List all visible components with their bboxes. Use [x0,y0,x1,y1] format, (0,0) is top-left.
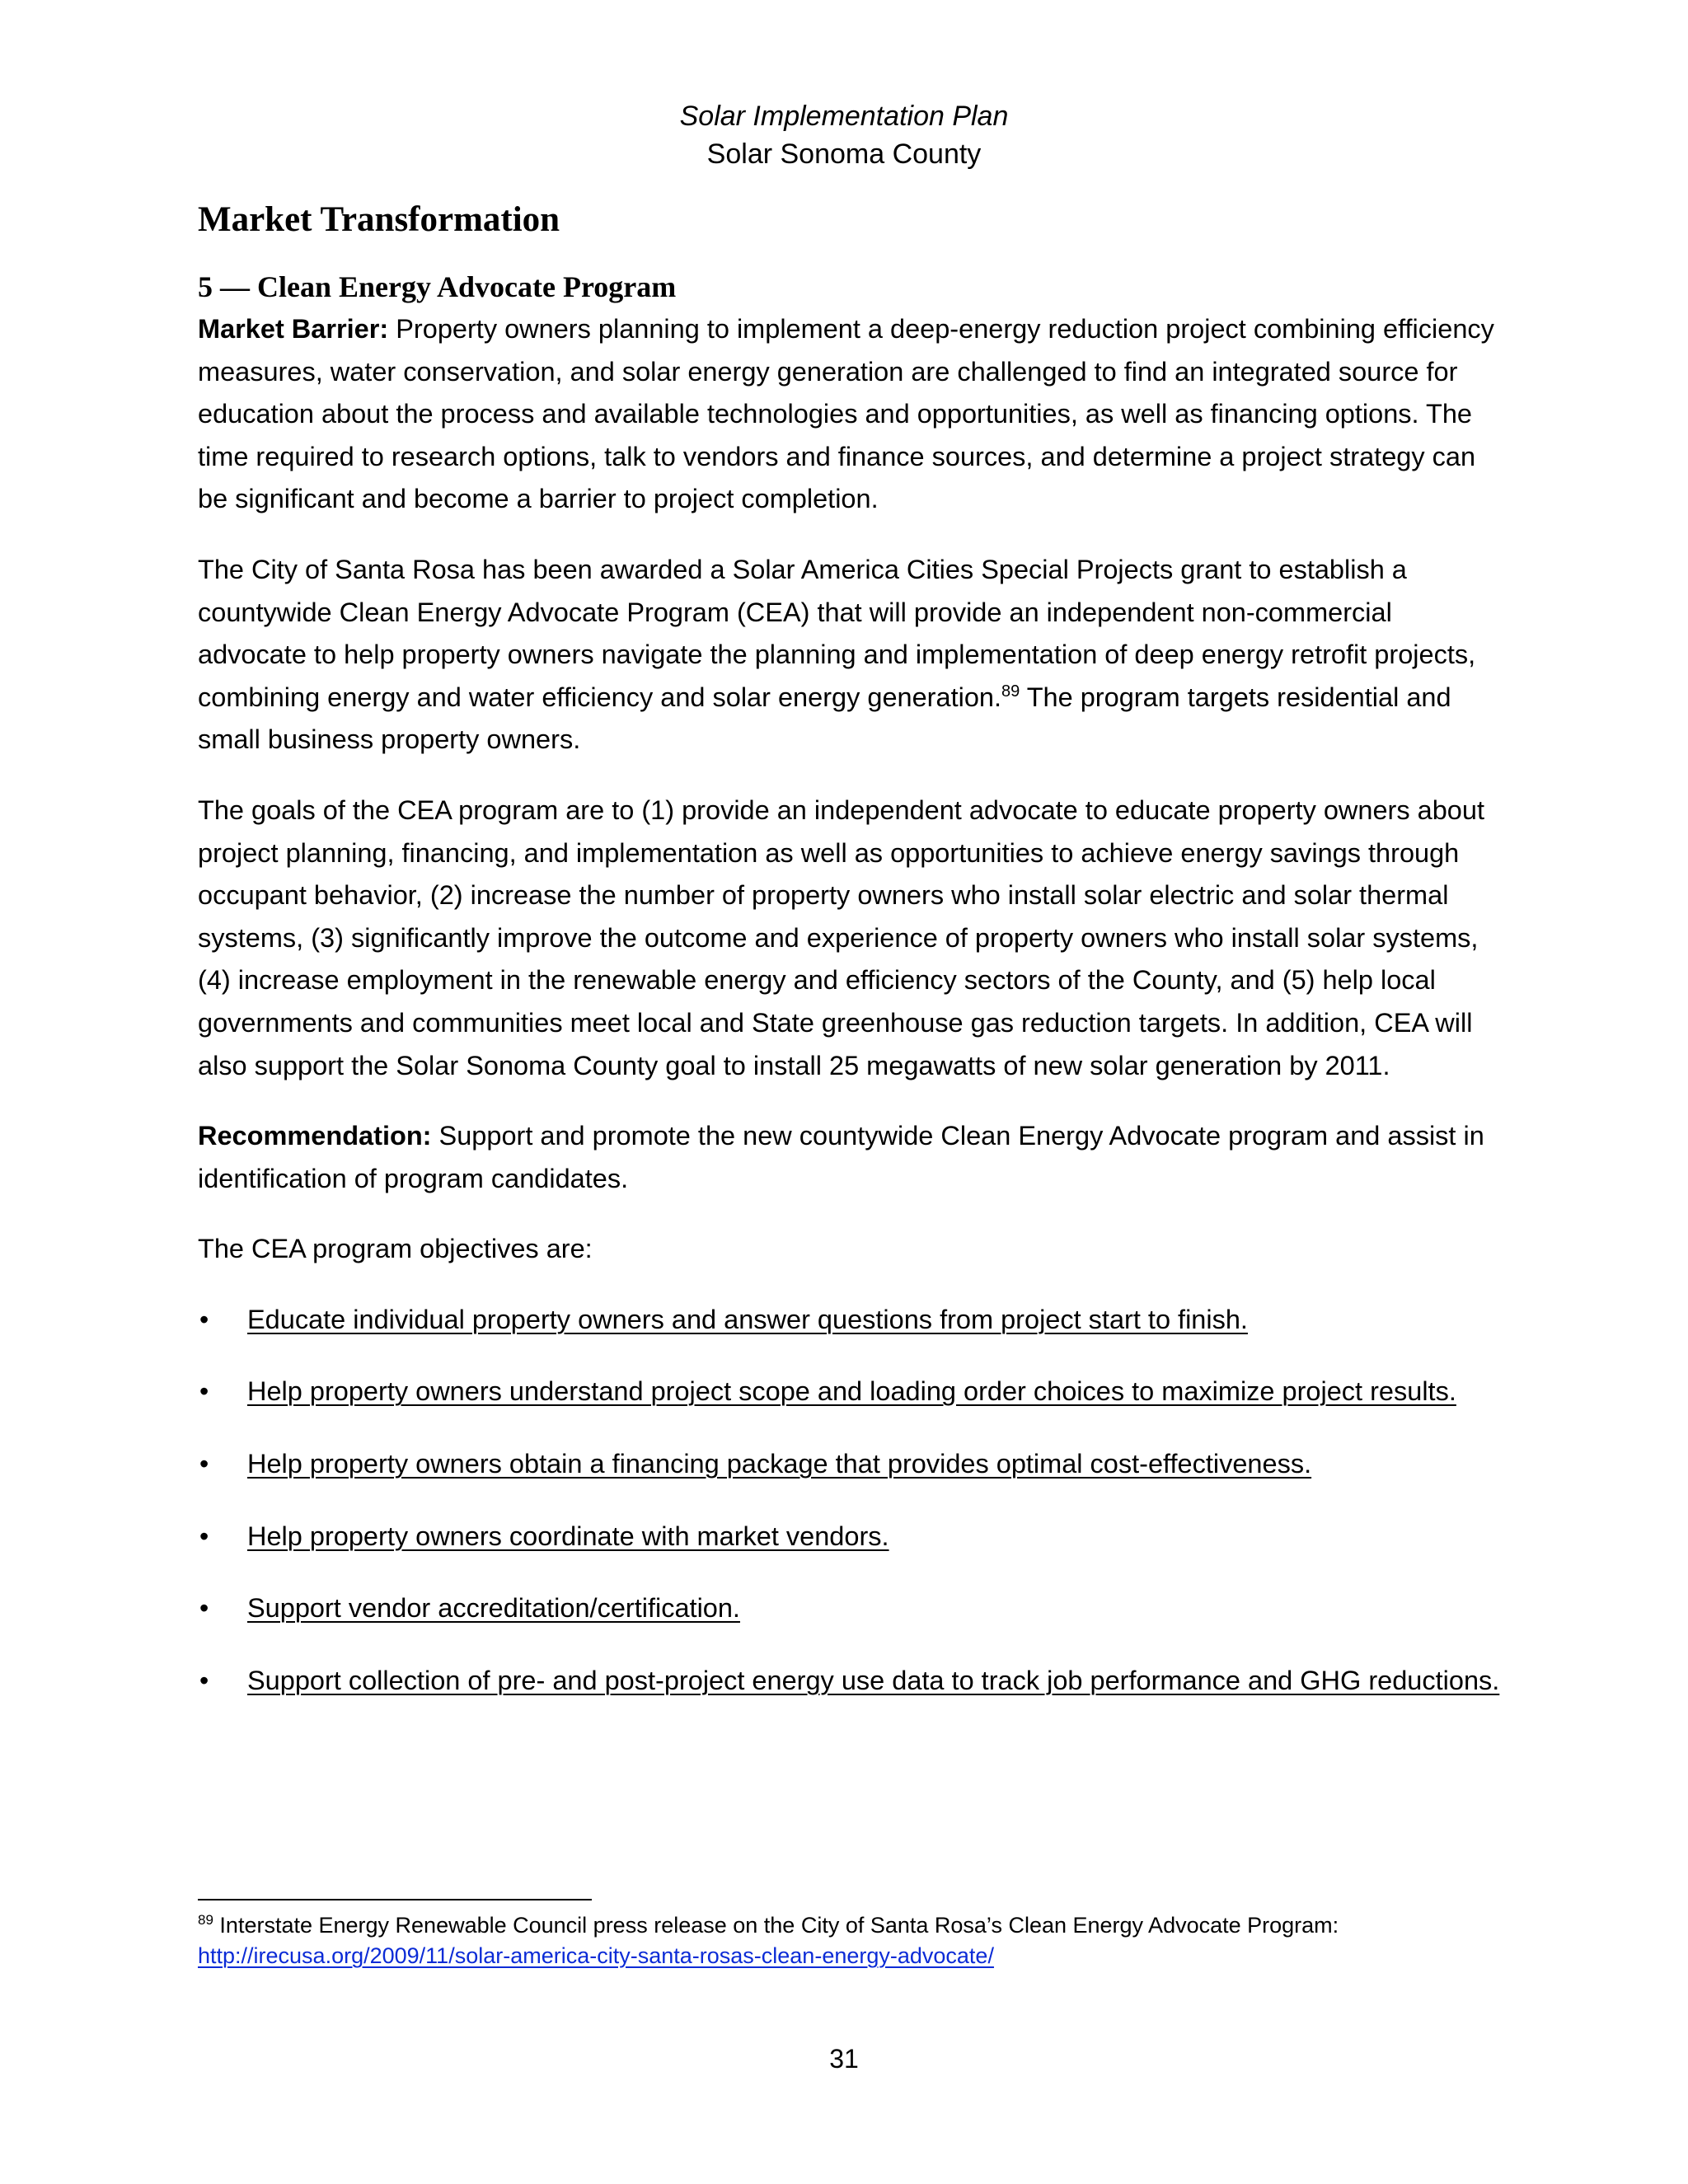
grant-text: The City of Santa Rosa has been awarded a Solar America Cities Special Projects grant to establish a countywide Clean Energy Advocate Program (CEA) that will provide an independent non-commercial advocate to help property owners navigate the planning and implementation of deep energy retrofit projects, combining energy and water efficiency and solar energy generation. [198,554,1476,712]
recommendation-paragraph [198,1115,1500,1200]
market-barrier-text: Property owners planning to implement a deep-energy reduction project combining efficiency measures, water conservation, and solar energy generation are challenged to find an integrated source for education about the process and available technologies and opportunities, as well as financing options. The time required to research options, talk to vendors and finance sources, and determine a project strategy can be significant and become a barrier to project completion. [198,314,1494,514]
objective-text: Support collection of pre- and post-project energy use data to track job performance and GHG reductions. [247,1665,1500,1695]
list-item [198,1660,1500,1703]
list-item [198,1516,1500,1558]
goals-paragraph: The goals of the CEA program are to (1) provide an independent advocate to educate property owners about project planning, financing, and implementation as well as opportunities to achieve energy savings through occupant behavior, (2) increase the number of property owners who install solar electric and solar thermal systems, (3) significantly improve the outcome and experience of property owners who install solar systems, (4) increase employment in the renewable energy and efficiency sectors of the County, and (5) help local governments and communities meet local and State greenhouse gas reduction targets. In addition, CEA will also support the Solar Sonoma County goal to install 25 megawatts of new solar generation by 2011. [198,794,1484,1080]
market-barrier-paragraph [198,308,1500,521]
bullet-icon: • [199,1449,209,1479]
list-item [198,1443,1500,1486]
bullet-icon: • [199,1593,209,1624]
objectives-list [198,1299,1500,1703]
main-content [198,198,1500,1732]
objective-text: Help property owners understand project scope and loading order choices to maximize project results. [247,1376,1456,1407]
subsection-title: 5 — Clean Energy Advocate Program [198,270,677,303]
running-header [0,97,1688,173]
recommendation-text: Support and promote the new countywide Clean Energy Advocate program and assist in identification of program candidates. [198,1121,1484,1193]
footnote-link[interactable]: http://irecusa.org/2009/11/solar-america-city-santa-rosas-clean-energy-advocate/ [198,1943,994,1968]
bullet-icon: • [199,1376,209,1407]
list-item [198,1371,1500,1413]
document-title: Solar Implementation Plan [679,101,1009,132]
market-barrier-label: Market Barrier: [198,314,389,344]
objective-text: Educate individual property owners and answer questions from project start to finish. [247,1304,1248,1334]
footnote-number: 89 [198,1912,213,1928]
grant-paragraph [198,549,1500,762]
list-item [198,1587,1500,1630]
objectives-intro: The CEA program objectives are: [198,1234,593,1264]
objective-text: Support vendor accreditation/certification. [247,1593,740,1624]
document-subtitle: Solar Sonoma County [706,138,982,170]
grant-text-continued: The program targets residential and small business property owners. [198,682,1451,755]
recommendation-label: Recommendation: [198,1121,432,1151]
bullet-icon: • [199,1521,209,1551]
footnote-reference[interactable]: 89 [1001,682,1020,701]
objective-text: Help property owners coordinate with market vendors. [247,1521,889,1551]
footnote-text: Interstate Energy Renewable Council press release on the City of Santa Rosa’s Clean Energy Advocate Program: [213,1913,1339,1938]
footnote [198,1910,1517,1971]
footnote-link-line [198,1941,1517,1971]
objective-text: Help property owners obtain a financing package that provides optimal cost-effectiveness. [247,1449,1312,1479]
page-number: 31 [829,2044,859,2074]
list-item [198,1299,1500,1342]
bullet-icon: • [199,1665,209,1695]
bullet-icon: • [199,1304,209,1334]
section-title: Market Transformation [198,200,560,239]
footnote-divider [198,1899,592,1900]
footnote-line [198,1910,1517,1941]
